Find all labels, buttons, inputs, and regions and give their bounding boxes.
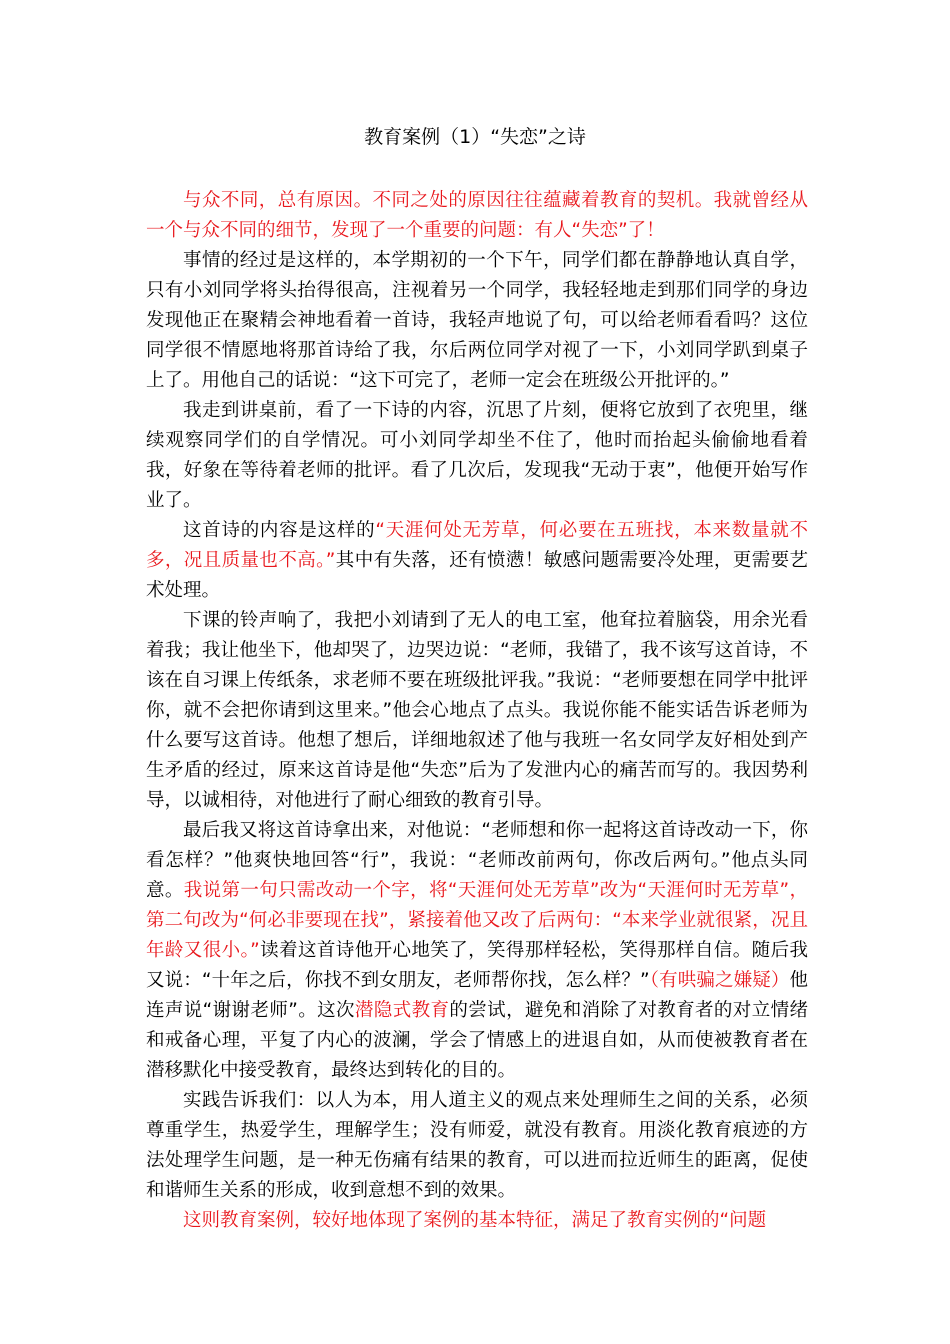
page-title: 教育案例（1）“失恋”之诗 bbox=[364, 126, 586, 148]
paragraph bbox=[146, 516, 808, 606]
highlighted-text: 这则教育案例，较好地体现了案例的基本特征，满足了教育实例的“问题 bbox=[183, 1210, 767, 1231]
body-text-segment: 的尝试，避免和消除了对教育者的对立情绪和戒备心理，平复了内心的波澜，学会了情感上的进退自如，从而使被教育者在潜移默化中接受教育，最终达到转化的目的。 bbox=[146, 1000, 808, 1081]
highlighted-text: （有哄骗之嫌疑） bbox=[649, 970, 790, 991]
highlighted-text: “天涯何处无芳草，何必要在五班找，本来数量就不多，况且质量也不高。” bbox=[146, 520, 808, 571]
highlighted-text: 与众不同，总有原因。不同之处的原因往往蕴藏着教育的契机。我就曾经从一个与众不同的细节，发现了一个重要的问题：有人“失恋”了！ bbox=[146, 190, 808, 241]
paragraph bbox=[146, 396, 808, 516]
highlighted-text: 我说第一句只需改动一个字，将“天涯何处无芳草”改为“天涯何时无芳草”，第二句改为“何必非要现在找”，紧接着他又改了后两句：“本来学业就很紧，况且年龄又很小。” bbox=[146, 880, 808, 961]
body-text-segment: 这首诗的内容是这样的 bbox=[183, 520, 376, 541]
paragraph bbox=[146, 606, 808, 816]
body-text-segment: 下课的铃声响了，我把小刘请到了无人的电工室，他耷拉着脑袋，用余光看着我；我让他坐下，他却哭了，边哭边说：“老师，我错了，我不该写这首诗，不该在自习课上传纸条，求老师不要在班级批评我。”我说：“老师要想在同学中批评你，就不会把你请到这里来。”他会心地点了点头。我说你能不能实话告诉老师为什么要写这首诗。他想了想后，详细地叙述了他与我班一名女同学友好相处到产生矛盾的经过，原来这首诗是他“失恋”后为了发泄内心的痛苦而写的。我因势利导，以诚相待，对他进行了耐心细致的教育引导。 bbox=[146, 610, 808, 811]
paragraph bbox=[146, 186, 808, 246]
body-text-segment: 最后我又将这首诗拿出来，对他说：“老师想和你一起将这首诗改动一下，你看怎样？”他爽快地回答“行”，我说：“老师改前两句，你改后两句。”他点头同意。 bbox=[146, 820, 808, 901]
body-text-segment: 他连声说“谢谢老师”。这次 bbox=[146, 970, 808, 1021]
body-text-segment: 我走到讲桌前，看了一下诗的内容，沉思了片刻，便将它放到了衣兜里，继续观察同学们的自学情况。可小刘同学却坐不住了，他时而抬起头偷偷地看着我，好象在等待着老师的批评。看了几次后，发现我“无动于衷”，他便开始写作业了。 bbox=[146, 400, 808, 511]
document-body bbox=[146, 186, 808, 1236]
highlighted-text: 潜隐式教育 bbox=[354, 1000, 450, 1021]
body-text-segment: 事情的经过是这样的，本学期初的一个下午，同学们都在静静地认真自学，只有小刘同学将头抬得很高，注视着另一个同学，我轻轻地走到那们同学的身边发现他正在聚精会神地看着一首诗，我轻声地说了句，可以给老师看看吗？这位同学很不情愿地将那首诗给了我，尔后两位同学对视了一下，小刘同学趴到桌子上了。用他自己的话说：“这下可完了，老师一定会在班级公开批评的。” bbox=[146, 250, 808, 391]
paragraph bbox=[146, 1206, 808, 1236]
paragraph bbox=[146, 816, 808, 1086]
paragraph bbox=[146, 1086, 808, 1206]
body-text-segment: 实践告诉我们：以人为本，用人道主义的观点来处理师生之间的关系，必须尊重学生，热爱学生，理解学生；没有师爱，就没有教育。用淡化教育痕迹的方法处理学生问题，是一种无伤痛有结果的教育，可以进而拉近师生的距离，促使和谐师生关系的形成，收到意想不到的效果。 bbox=[146, 1090, 808, 1201]
body-text-segment: 读着这首诗他开心地笑了，笑得那样轻松，笑得那样自信。随后我又说：“十年之后，你找不到女朋友，老师帮你找，怎么样？” bbox=[146, 940, 808, 991]
body-text-segment: 其中有失落，还有愤懑！敏感问题需要冷处理，更需要艺术处理。 bbox=[146, 550, 808, 601]
paragraph bbox=[146, 246, 808, 396]
